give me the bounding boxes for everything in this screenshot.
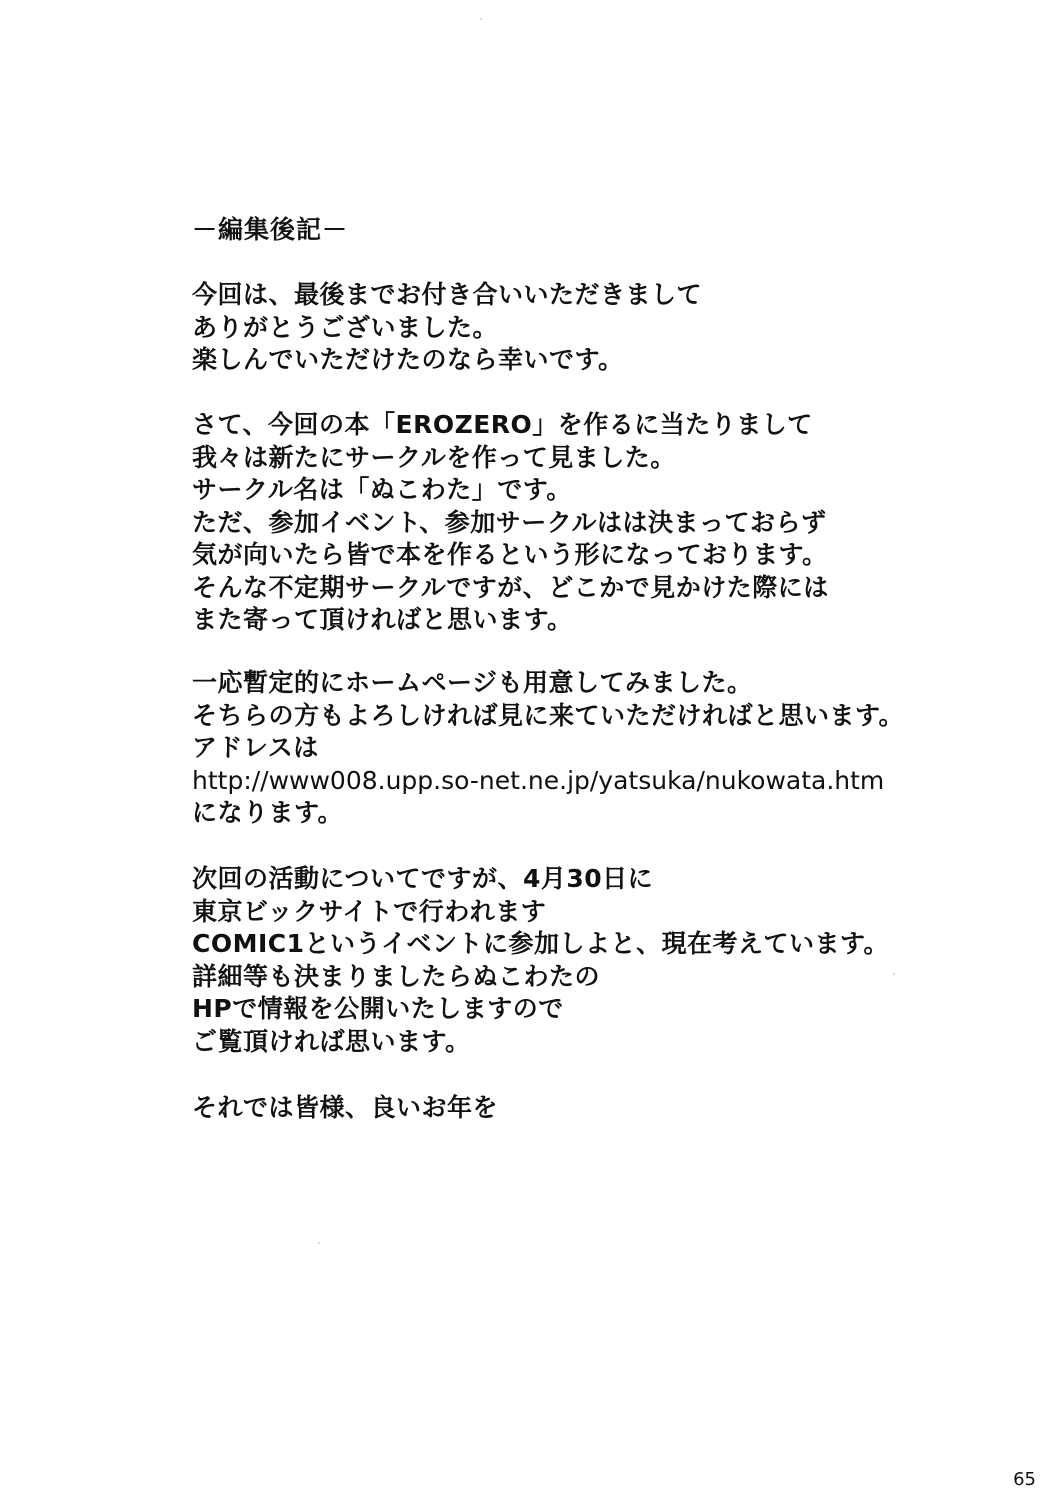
text-line: さて、今回の本「EROZERO」を作るに当たりまして [192, 410, 813, 439]
scan-speck [893, 973, 895, 975]
paragraph-next-event [192, 863, 889, 1058]
text-line: ご覧頂ければ思います。 [192, 1026, 471, 1056]
text-line: 東京ビックサイトで行われます [192, 896, 547, 926]
scan-speck [480, 18, 482, 20]
text-line: 次回の活動についてですが、4月30日に [192, 864, 654, 893]
text-line: COMIC1というイベントに参加しよと、現在考えています。 [192, 929, 890, 958]
homepage-url: http://www008.upp.so-net.ne.jp/yatsuka/nukowata.htm [192, 765, 885, 795]
text-line: ただ、参加イベント、参加サークルはは決まっておらず [192, 507, 827, 537]
scan-speck [318, 1242, 320, 1244]
text-line: アドレスは [192, 733, 319, 762]
paragraph-circle [192, 409, 829, 637]
text-line: 今回は、最後までお付き合いいただきまして [192, 280, 703, 309]
paragraph-thanks [192, 279, 702, 377]
text-line: 楽しんでいただけたのなら幸いです。 [192, 345, 624, 374]
text-line: そんな不定期サークルですが、どこかで見かけた際には [192, 572, 829, 602]
paragraph-closing [192, 1092, 498, 1125]
text-line: 我々は新たにサークルを作って見ました。 [192, 442, 676, 472]
text-line: 一応暫定的にホームページも用意してみました。 [192, 668, 753, 697]
text-line: それでは皆様、良いお年を [192, 1093, 499, 1122]
text-line: になります。 [192, 798, 344, 827]
text-line: ありがとうございました。 [192, 312, 499, 342]
text-line: また寄って頂ければと思います。 [192, 605, 573, 634]
paragraph-homepage [192, 667, 904, 830]
text-line: そちらの方もよろしければ見に来ていただければと思います。 [192, 700, 905, 730]
text-line: 詳細等も決まりましたらぬこわたの [192, 961, 601, 991]
text-line: HPで情報を公開いたしますので [192, 994, 564, 1023]
afterword-heading: －編集後記－ [192, 215, 349, 244]
page-number: 65 [1013, 1469, 1036, 1490]
text-line: 気が向いたら皆で本を作るという形になっております。 [192, 540, 828, 569]
text-line: サークル名は「ぬこわた」です。 [192, 475, 572, 504]
